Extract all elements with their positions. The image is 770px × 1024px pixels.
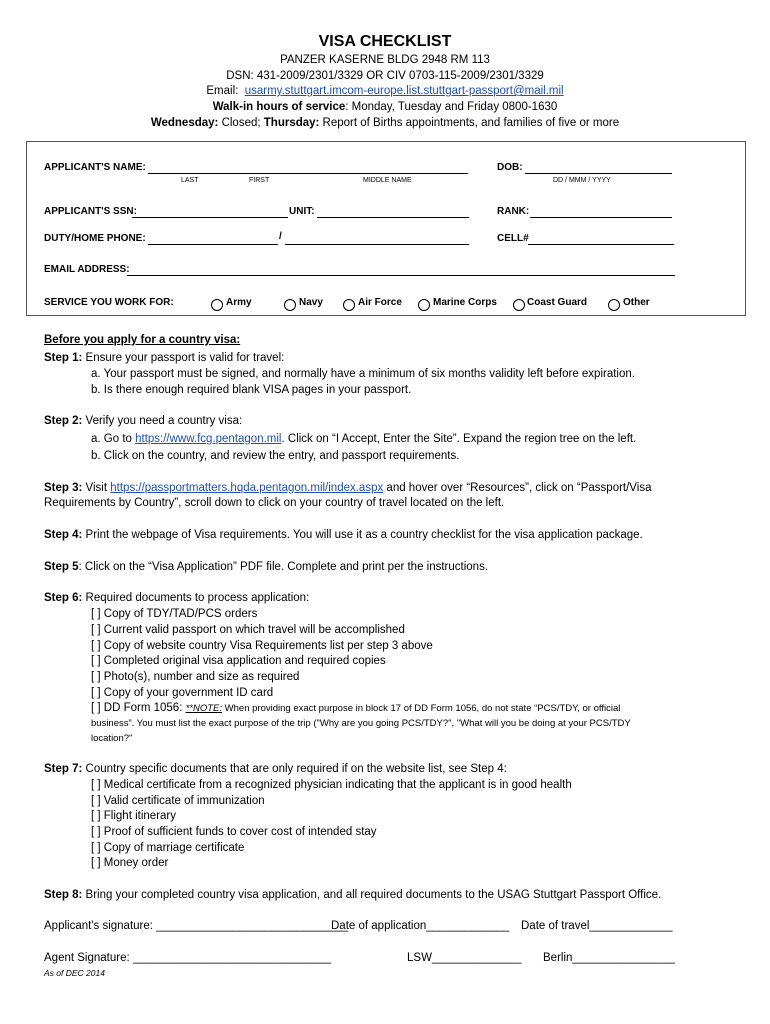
step1-a: a. Your passport must be signed, and normally have a minimum of six months validity left before expiration.	[91, 368, 635, 380]
option-marine-corps: Marine Corps	[433, 297, 497, 308]
wednesday-line	[0, 117, 770, 129]
step2-a	[91, 433, 636, 445]
step3-post: and hover over “Resources”, click on “Passport/Visa	[383, 482, 652, 494]
email-link[interactable]: usarmy.stuttgart.imcom-europe.list.stuttgart-passport@mail.mil	[244, 85, 564, 97]
step2-a-pre: a. Go to	[91, 433, 136, 445]
step7	[44, 763, 507, 775]
note-text-3: location?"	[91, 733, 133, 744]
revision-date: As of DEC 2014	[44, 968, 105, 978]
step6-label: Step 6:	[44, 592, 83, 604]
step7-label: Step 7:	[44, 763, 83, 775]
radio-coast-guard[interactable]	[513, 299, 525, 311]
thu-label: Thursday:	[263, 117, 320, 129]
dob-format-hint: DD / MMM / YYYY	[553, 177, 611, 184]
service-label: SERVICE YOU WORK FOR:	[44, 297, 174, 308]
radio-air-force[interactable]	[343, 299, 355, 311]
step2-b: b. Click on the country, and review the entry, and passport requirements.	[91, 450, 460, 462]
dsn-line: DSN: 431-2009/2301/3329 OR CIV 0703-115-2009/2301/3329	[226, 70, 544, 82]
before-heading: Before you apply for a country visa:	[44, 334, 241, 346]
step2-label: Step 2:	[44, 415, 83, 427]
step5	[44, 561, 488, 573]
option-navy: Navy	[299, 297, 323, 308]
applicant-name-field[interactable]	[148, 173, 468, 174]
note-text-1: When providing exact purpose in block 17 of DD Form 1056, do not state “PCS/TDY, or official	[222, 703, 621, 714]
passportmatters-link[interactable]: https://passportmatters.hqda.pentagon.mil/index.aspx	[110, 482, 384, 494]
checklist-item[interactable]: [ ] Copy of website country Visa Requirements list per step 3 above	[91, 640, 433, 652]
ssn-field[interactable]	[132, 217, 288, 218]
wed-value: Closed;	[218, 117, 264, 129]
first-name-hint: FIRST	[249, 177, 270, 184]
rank-field[interactable]	[530, 217, 672, 218]
step4-text: Print the webpage of Visa requirements. You will use it as a country checklist for the visa application package.	[82, 529, 643, 541]
note-label: **NOTE:	[185, 703, 223, 714]
checklist-item[interactable]: [ ] Flight itinerary	[91, 810, 176, 822]
step1-b: b. Is there enough required blank VISA pages in your passport.	[91, 384, 412, 396]
thu-value: Report of Births appointments, and families of five or more	[319, 117, 620, 129]
phone-separator: /	[279, 231, 282, 242]
step8	[44, 889, 661, 901]
option-other: Other	[623, 297, 650, 308]
cell-label: CELL#	[497, 233, 529, 244]
checklist-item[interactable]: [ ] Photo(s), number and size as required	[91, 671, 300, 683]
applicant-signature-field[interactable]: Applicant's signature: ______________________________	[44, 920, 349, 932]
agent-signature-field[interactable]: Agent Signature: _______________________________	[44, 952, 332, 964]
rank-label: RANK:	[497, 206, 530, 217]
checklist-item[interactable]: [ ] Proof of sufficient funds to cover cost of intended stay	[91, 826, 377, 838]
step5-text: : Click on the “Visa Application” PDF file. Complete and print per the instructions.	[78, 561, 489, 573]
step3-line2: Requirements by Country”, scroll down to click on your country of travel located on the left.	[44, 497, 505, 509]
email-address-field[interactable]	[127, 275, 675, 276]
ssn-label: APPLICANT'S SSN:	[44, 206, 137, 217]
step5-label: Step 5	[44, 561, 79, 573]
unit-label: UNIT:	[289, 206, 315, 217]
step4-label: Step 4:	[44, 529, 83, 541]
step6	[44, 592, 309, 604]
checklist-item[interactable]: [ ] Valid certificate of immunization	[91, 795, 265, 807]
option-air-force: Air Force	[358, 297, 402, 308]
checklist-item[interactable]: [ ] Medical certificate from a recognized physician indicating that the applicant is in good health	[91, 779, 572, 791]
step1	[44, 352, 284, 364]
email-address-label: EMAIL ADDRESS:	[44, 264, 130, 275]
office-address: PANZER KASERNE BLDG 2948 RM 113	[280, 54, 490, 66]
radio-army[interactable]	[211, 299, 223, 311]
step4	[44, 529, 643, 541]
radio-marine-corps[interactable]	[418, 299, 430, 311]
step7-text: Country specific documents that are only required if on the website list, see Step 4:	[82, 763, 507, 775]
step1-label: Step 1:	[44, 352, 83, 364]
walkin-value: : Monday, Tuesday and Friday 0800-1630	[345, 101, 558, 113]
page-title: VISA CHECKLIST	[318, 33, 452, 50]
checklist-item[interactable]: [ ] Current valid passport on which travel will be accomplished	[91, 624, 405, 636]
dob-field[interactable]	[525, 173, 672, 174]
berlin-field[interactable]: Berlin________________	[543, 952, 675, 964]
middle-name-hint: MIDDLE NAME	[363, 177, 412, 184]
unit-field[interactable]	[317, 217, 469, 218]
dd-form-label: [ ] DD Form 1056:	[91, 702, 186, 714]
step8-text: Bring your completed country visa application, and all required documents to the USAG Stuttgart Passport Office.	[82, 889, 662, 901]
checklist-item[interactable]: [ ] Money order	[91, 857, 169, 869]
wed-label: Wednesday:	[150, 117, 219, 129]
duty-phone-field[interactable]	[148, 244, 278, 245]
note-text-2: business”. You must list the exact purpose of the trip ("Why are you going PCS/TDY?", "What will you be doing at your PCS/TDY	[91, 718, 631, 729]
applicant-name-label: APPLICANT'S NAME:	[44, 162, 146, 173]
phone-label: DUTY/HOME PHONE:	[44, 233, 146, 244]
email-line	[0, 85, 770, 97]
checklist-item[interactable]: [ ] Copy of marriage certificate	[91, 842, 245, 854]
option-coast-guard: Coast Guard	[527, 297, 588, 308]
dob-label: DOB:	[497, 162, 523, 173]
walkin-label: Walk-in hours of service	[212, 101, 346, 113]
last-name-hint: LAST	[181, 177, 199, 184]
lsw-field[interactable]: LSW______________	[407, 952, 522, 964]
step2	[44, 415, 242, 427]
cell-field[interactable]	[528, 244, 674, 245]
step3	[44, 482, 651, 494]
step1-text: Ensure your passport is valid for travel:	[82, 352, 285, 364]
checklist-item[interactable]: [ ] Copy of your government ID card	[91, 687, 274, 699]
step6-text: Required documents to process application:	[82, 592, 310, 604]
checklist-item[interactable]: [ ] Completed original visa application and required copies	[91, 655, 386, 667]
step3-label: Step 3:	[44, 482, 83, 494]
date-of-travel-field[interactable]: Date of travel_____________	[521, 920, 673, 932]
fcg-link[interactable]: https://www.fcg.pentagon.mil	[135, 433, 282, 445]
date-of-application-field[interactable]: Date of application_____________	[331, 920, 510, 932]
step2-text: Verify you need a country visa:	[82, 415, 243, 427]
checklist-item[interactable]: [ ] Copy of TDY/TAD/PCS orders	[91, 608, 258, 620]
option-army: Army	[226, 297, 252, 308]
step2-a-post: . Click on “I Accept, Enter the Site”. Expand the region tree on the left.	[281, 433, 637, 445]
radio-other[interactable]	[608, 299, 620, 311]
radio-navy[interactable]	[284, 299, 296, 311]
home-phone-field[interactable]	[285, 244, 469, 245]
walkin-line	[0, 101, 770, 113]
dd-form-item[interactable]	[91, 702, 620, 714]
email-label: Email:	[206, 85, 239, 97]
step8-label: Step 8:	[44, 889, 83, 901]
step3-pre: Visit	[82, 482, 111, 494]
